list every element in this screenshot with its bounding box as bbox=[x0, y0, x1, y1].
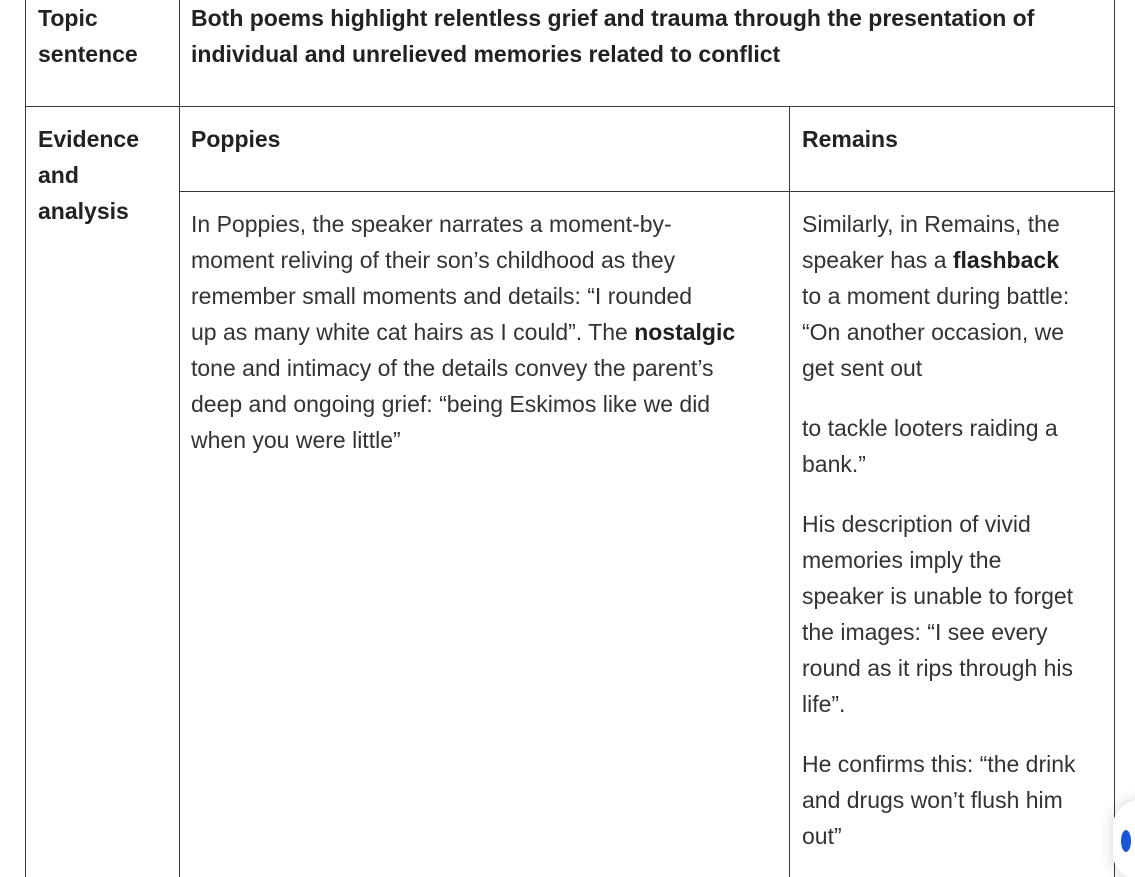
table-border-right bbox=[1114, 0, 1115, 877]
remains-line: speaker is unable to forget bbox=[802, 583, 1074, 609]
table-row-divider bbox=[25, 106, 1115, 107]
table-divider-label-column bbox=[179, 0, 180, 877]
table-header-divider bbox=[179, 191, 1115, 192]
remains-line: He confirms this: “the drink bbox=[802, 751, 1076, 777]
table-border-left bbox=[25, 0, 26, 877]
evidence-label-line: and bbox=[38, 162, 79, 188]
evidence-label-line: analysis bbox=[38, 198, 129, 224]
remains-line: His description of vivid bbox=[802, 511, 1031, 537]
poppies-line: deep and ongoing grief: “being Eskimos like we did bbox=[191, 391, 711, 417]
remains-line: to tackle looters raiding a bbox=[802, 415, 1058, 441]
poppies-line: moment reliving of their son’s childhood as they bbox=[191, 247, 676, 273]
topic-text-line: Both poems highlight relentless grief and trauma through the presentation of bbox=[191, 5, 1035, 31]
keyword-nostalgic: nostalgic bbox=[634, 319, 736, 345]
poppies-line: remember small moments and details: “I rounded bbox=[191, 283, 693, 309]
remains-line-text: speaker has a bbox=[802, 247, 953, 273]
remains-line: memories imply the bbox=[802, 547, 1002, 573]
poppies-line: In Poppies, the speaker narrates a moment-by- bbox=[191, 211, 672, 237]
remains-line: the images: “I see every bbox=[802, 619, 1048, 645]
remains-line: get sent out bbox=[802, 355, 923, 381]
remains-paragraph bbox=[802, 206, 1112, 386]
remains-line: Similarly, in Remains, the bbox=[802, 211, 1060, 237]
keyword-flashback: flashback bbox=[952, 247, 1059, 273]
remains-line: bank.” bbox=[802, 451, 866, 477]
chat-icon bbox=[1121, 830, 1131, 852]
evidence-analysis-label bbox=[38, 121, 139, 229]
topic-text-line: individual and unrelieved memories related to conflict bbox=[191, 41, 781, 67]
table-divider-poem-columns bbox=[789, 107, 790, 877]
topic-label-line: Topic bbox=[38, 5, 98, 31]
remains-column-header: Remains bbox=[802, 126, 898, 152]
topic-sentence-text bbox=[191, 0, 1034, 72]
remains-line: to a moment during battle: bbox=[802, 283, 1070, 309]
remains-line: out” bbox=[802, 823, 842, 849]
poppies-line-text: up as many white cat hairs as I could”. The bbox=[191, 319, 635, 345]
poppies-analysis bbox=[191, 206, 781, 458]
evidence-label-line: Evidence bbox=[38, 126, 139, 152]
remains-line: round as it rips through his bbox=[802, 655, 1074, 681]
chat-widget-button[interactable] bbox=[1113, 800, 1135, 877]
remains-analysis bbox=[802, 206, 1112, 854]
poppies-column-header: Poppies bbox=[191, 126, 281, 152]
remains-line bbox=[802, 242, 1112, 278]
poppies-line: when you were little” bbox=[191, 427, 401, 453]
poppies-line bbox=[191, 314, 781, 350]
remains-line: “On another occasion, we bbox=[802, 319, 1065, 345]
topic-sentence-label bbox=[38, 0, 138, 72]
remains-line: life”. bbox=[802, 691, 846, 717]
poppies-line: tone and intimacy of the details convey the parent’s bbox=[191, 355, 714, 381]
remains-line: and drugs won’t flush him bbox=[802, 787, 1063, 813]
topic-label-line: sentence bbox=[38, 41, 138, 67]
remains-paragraph bbox=[802, 746, 1112, 854]
remains-paragraph bbox=[802, 410, 1112, 482]
remains-paragraph bbox=[802, 506, 1112, 722]
